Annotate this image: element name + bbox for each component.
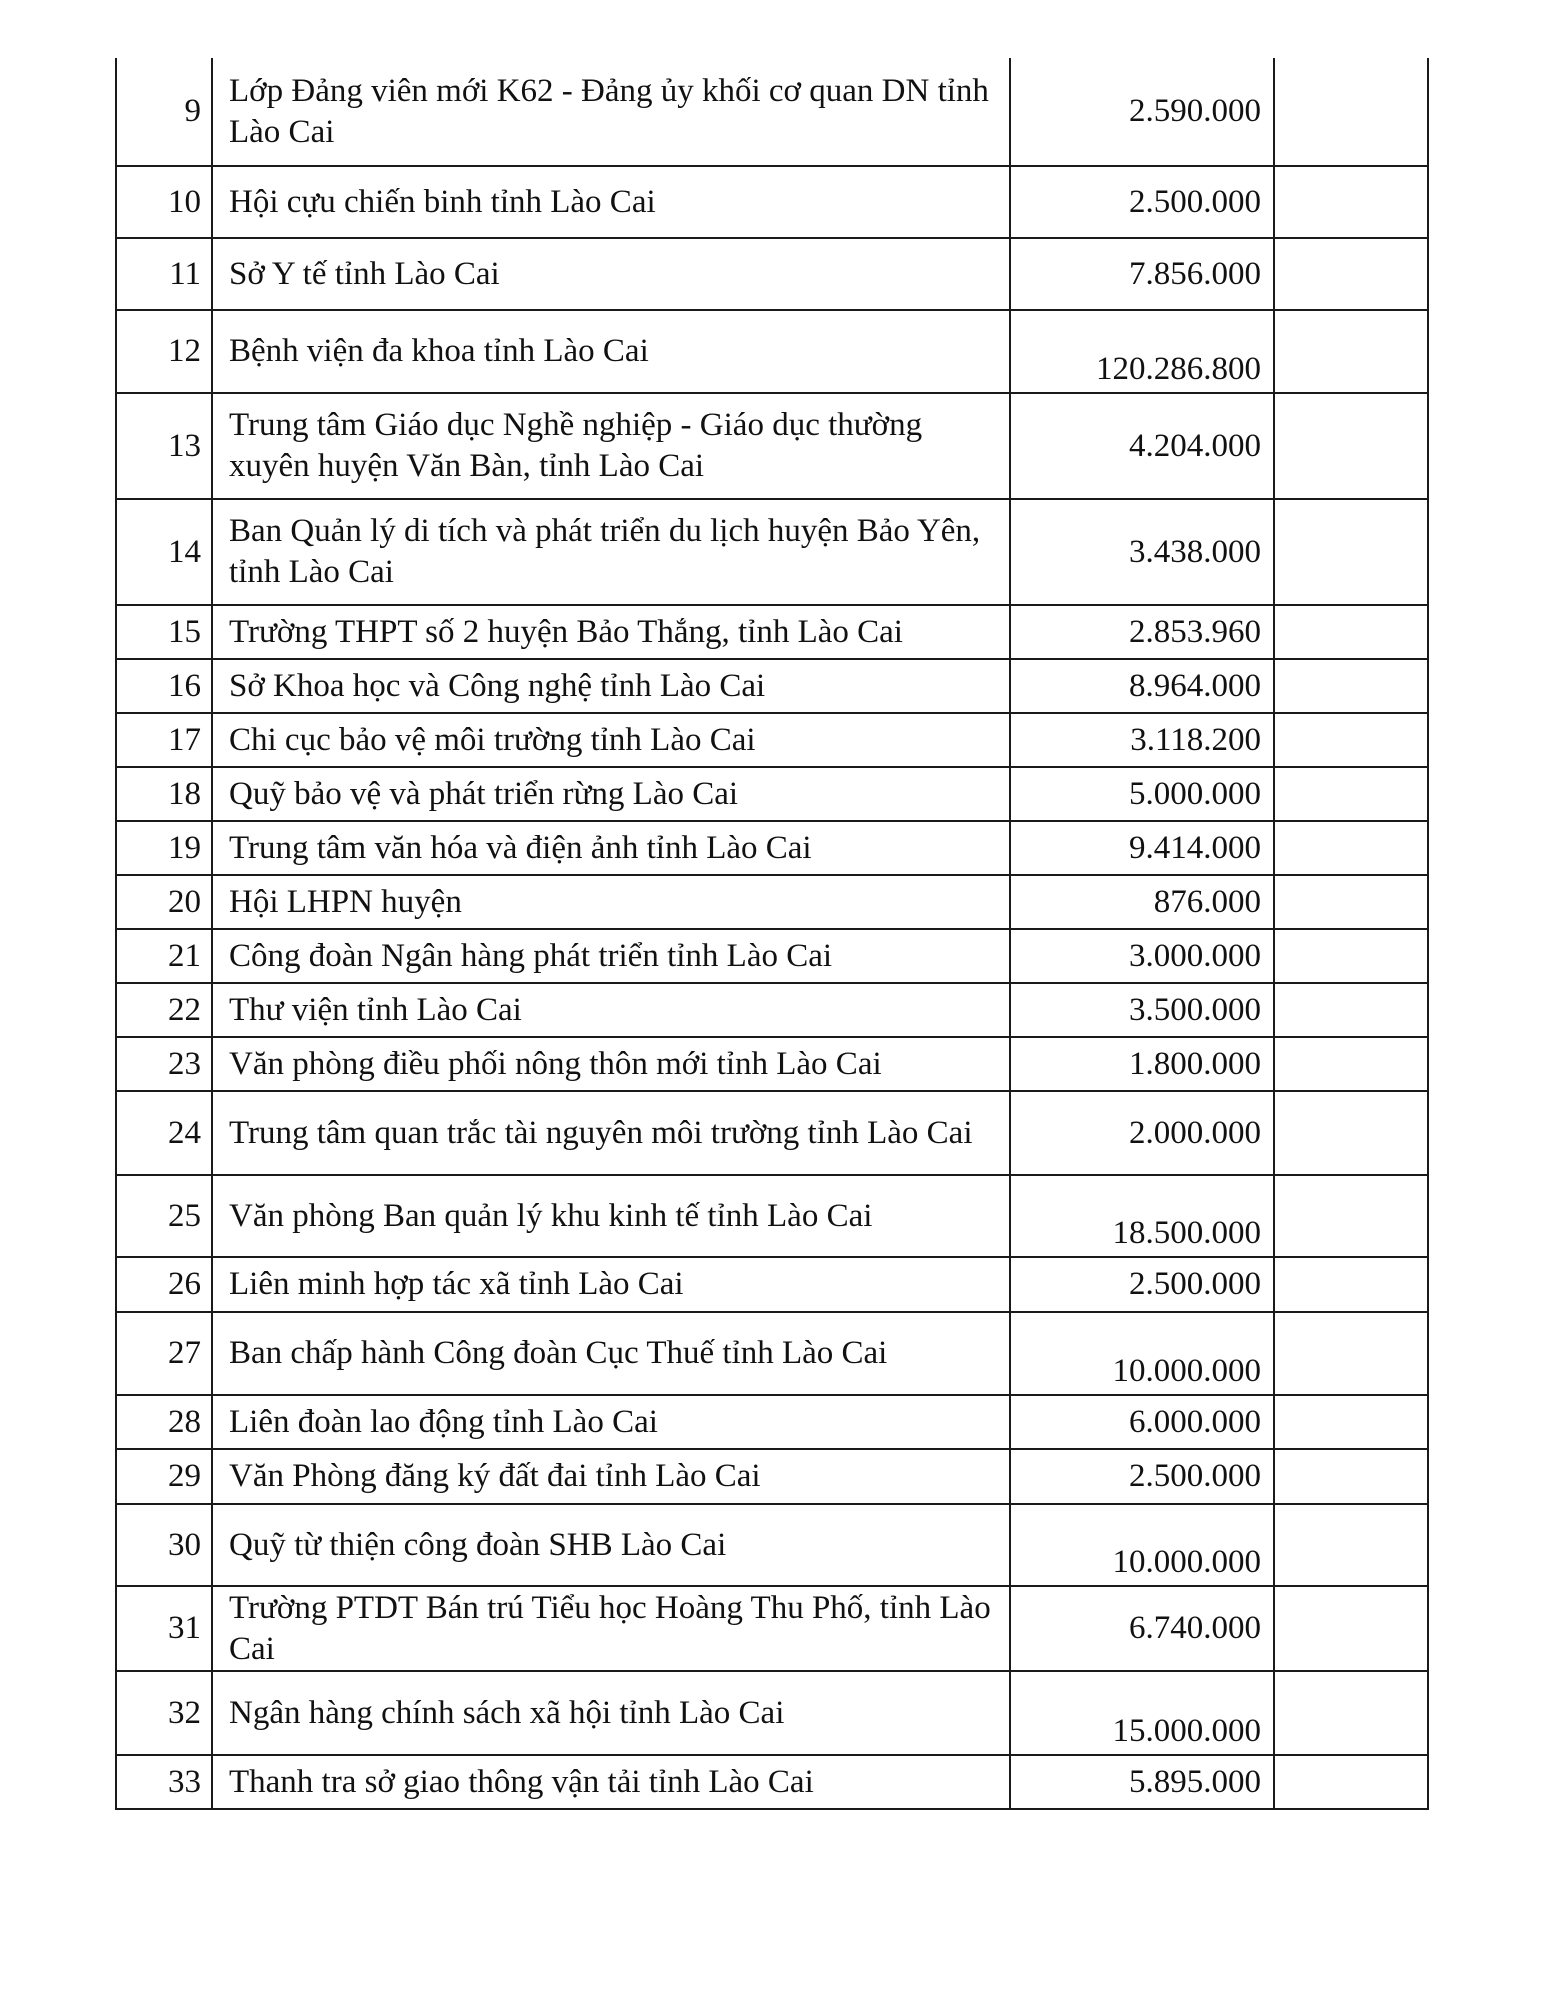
row-number: 21 xyxy=(116,929,212,983)
amount: 3.118.200 xyxy=(1010,713,1274,767)
row-number: 13 xyxy=(116,393,212,499)
row-number: 24 xyxy=(116,1091,212,1175)
table-row xyxy=(116,821,1428,875)
note xyxy=(1274,605,1428,659)
organization-name: Thư viện tỉnh Lào Cai xyxy=(212,983,1010,1037)
donation-table xyxy=(115,58,1429,1810)
amount: 9.414.000 xyxy=(1010,821,1274,875)
organization-name: Trường PTDT Bán trú Tiểu học Hoàng Thu Phố, tỉnh Lào Cai xyxy=(212,1586,1010,1671)
amount: 8.964.000 xyxy=(1010,659,1274,713)
organization-name: Trường THPT số 2 huyện Bảo Thắng, tỉnh Lào Cai xyxy=(212,605,1010,659)
row-number: 15 xyxy=(116,605,212,659)
table-row xyxy=(116,767,1428,821)
table-row xyxy=(116,605,1428,659)
table-row xyxy=(116,1504,1428,1586)
amount: 120.286.800 xyxy=(1010,310,1274,393)
organization-name: Ban chấp hành Công đoàn Cục Thuế tỉnh Lào Cai xyxy=(212,1312,1010,1395)
organization-name: Liên minh hợp tác xã tỉnh Lào Cai xyxy=(212,1257,1010,1312)
amount: 2.590.000 xyxy=(1010,58,1274,166)
amount: 3.000.000 xyxy=(1010,929,1274,983)
amount: 5.895.000 xyxy=(1010,1755,1274,1809)
note xyxy=(1274,1504,1428,1586)
row-number: 10 xyxy=(116,166,212,238)
amount: 5.000.000 xyxy=(1010,767,1274,821)
organization-name: Bệnh viện đa khoa tỉnh Lào Cai xyxy=(212,310,1010,393)
note xyxy=(1274,713,1428,767)
amount: 6.740.000 xyxy=(1010,1586,1274,1671)
organization-name: Hội cựu chiến binh tỉnh Lào Cai xyxy=(212,166,1010,238)
row-number: 25 xyxy=(116,1175,212,1257)
note xyxy=(1274,1312,1428,1395)
table-row xyxy=(116,1037,1428,1091)
amount: 18.500.000 xyxy=(1010,1175,1274,1257)
amount: 6.000.000 xyxy=(1010,1395,1274,1449)
amount: 876.000 xyxy=(1010,875,1274,929)
table-row xyxy=(116,1175,1428,1257)
row-number: 17 xyxy=(116,713,212,767)
note xyxy=(1274,875,1428,929)
row-number: 27 xyxy=(116,1312,212,1395)
note xyxy=(1274,1175,1428,1257)
donation-table-body xyxy=(116,58,1428,1809)
row-number: 22 xyxy=(116,983,212,1037)
organization-name: Hội LHPN huyện xyxy=(212,875,1010,929)
organization-name: Trung tâm văn hóa và điện ảnh tỉnh Lào Cai xyxy=(212,821,1010,875)
row-number: 14 xyxy=(116,499,212,605)
row-number: 30 xyxy=(116,1504,212,1586)
note xyxy=(1274,499,1428,605)
table-row xyxy=(116,713,1428,767)
note xyxy=(1274,58,1428,166)
table-row xyxy=(116,1312,1428,1395)
note xyxy=(1274,659,1428,713)
amount: 15.000.000 xyxy=(1010,1671,1274,1755)
table-row xyxy=(116,58,1428,166)
amount: 3.500.000 xyxy=(1010,983,1274,1037)
table-row xyxy=(116,1671,1428,1755)
table-row xyxy=(116,238,1428,310)
table-row xyxy=(116,1091,1428,1175)
organization-name: Văn phòng điều phối nông thôn mới tỉnh Lào Cai xyxy=(212,1037,1010,1091)
table-row xyxy=(116,1257,1428,1312)
row-number: 12 xyxy=(116,310,212,393)
amount: 2.000.000 xyxy=(1010,1091,1274,1175)
table-row xyxy=(116,1395,1428,1449)
amount: 2.853.960 xyxy=(1010,605,1274,659)
row-number: 28 xyxy=(116,1395,212,1449)
organization-name: Trung tâm quan trắc tài nguyên môi trường tỉnh Lào Cai xyxy=(212,1091,1010,1175)
organization-name: Chi cục bảo vệ môi trường tỉnh Lào Cai xyxy=(212,713,1010,767)
row-number: 20 xyxy=(116,875,212,929)
note xyxy=(1274,767,1428,821)
amount: 10.000.000 xyxy=(1010,1312,1274,1395)
table-row xyxy=(116,875,1428,929)
amount: 4.204.000 xyxy=(1010,393,1274,499)
amount: 7.856.000 xyxy=(1010,238,1274,310)
row-number: 9 xyxy=(116,58,212,166)
note xyxy=(1274,1671,1428,1755)
row-number: 11 xyxy=(116,238,212,310)
note xyxy=(1274,1755,1428,1809)
note xyxy=(1274,1091,1428,1175)
organization-name: Quỹ bảo vệ và phát triển rừng Lào Cai xyxy=(212,767,1010,821)
note xyxy=(1274,1037,1428,1091)
organization-name: Sở Khoa học và Công nghệ tỉnh Lào Cai xyxy=(212,659,1010,713)
amount: 2.500.000 xyxy=(1010,1449,1274,1504)
organization-name: Công đoàn Ngân hàng phát triển tỉnh Lào Cai xyxy=(212,929,1010,983)
organization-name: Thanh tra sở giao thông vận tải tỉnh Lào Cai xyxy=(212,1755,1010,1809)
table-row xyxy=(116,499,1428,605)
amount: 1.800.000 xyxy=(1010,1037,1274,1091)
note xyxy=(1274,238,1428,310)
table-row xyxy=(116,983,1428,1037)
amount: 2.500.000 xyxy=(1010,1257,1274,1312)
organization-name: Ngân hàng chính sách xã hội tỉnh Lào Cai xyxy=(212,1671,1010,1755)
organization-name: Liên đoàn lao động tỉnh Lào Cai xyxy=(212,1395,1010,1449)
table-row xyxy=(116,659,1428,713)
row-number: 19 xyxy=(116,821,212,875)
organization-name: Lớp Đảng viên mới K62 - Đảng ủy khối cơ quan DN tỉnh Lào Cai xyxy=(212,58,1010,166)
row-number: 23 xyxy=(116,1037,212,1091)
note xyxy=(1274,1395,1428,1449)
table-row xyxy=(116,310,1428,393)
table-row xyxy=(116,1586,1428,1671)
note xyxy=(1274,1449,1428,1504)
row-number: 32 xyxy=(116,1671,212,1755)
table-row xyxy=(116,1755,1428,1809)
table-row xyxy=(116,393,1428,499)
note xyxy=(1274,983,1428,1037)
row-number: 26 xyxy=(116,1257,212,1312)
note xyxy=(1274,1257,1428,1312)
organization-name: Văn Phòng đăng ký đất đai tỉnh Lào Cai xyxy=(212,1449,1010,1504)
table-row xyxy=(116,929,1428,983)
note xyxy=(1274,310,1428,393)
amount: 3.438.000 xyxy=(1010,499,1274,605)
amount: 10.000.000 xyxy=(1010,1504,1274,1586)
row-number: 31 xyxy=(116,1586,212,1671)
table-row xyxy=(116,166,1428,238)
organization-name: Trung tâm Giáo dục Nghề nghiệp - Giáo dục thường xuyên huyện Văn Bàn, tỉnh Lào Cai xyxy=(212,393,1010,499)
note xyxy=(1274,821,1428,875)
organization-name: Sở Y tế tỉnh Lào Cai xyxy=(212,238,1010,310)
organization-name: Văn phòng Ban quản lý khu kinh tế tỉnh Lào Cai xyxy=(212,1175,1010,1257)
row-number: 33 xyxy=(116,1755,212,1809)
organization-name: Quỹ từ thiện công đoàn SHB Lào Cai xyxy=(212,1504,1010,1586)
note xyxy=(1274,166,1428,238)
row-number: 29 xyxy=(116,1449,212,1504)
note xyxy=(1274,393,1428,499)
note xyxy=(1274,1586,1428,1671)
note xyxy=(1274,929,1428,983)
organization-name: Ban Quản lý di tích và phát triển du lịch huyện Bảo Yên, tỉnh Lào Cai xyxy=(212,499,1010,605)
amount: 2.500.000 xyxy=(1010,166,1274,238)
table-row xyxy=(116,1449,1428,1504)
row-number: 16 xyxy=(116,659,212,713)
row-number: 18 xyxy=(116,767,212,821)
